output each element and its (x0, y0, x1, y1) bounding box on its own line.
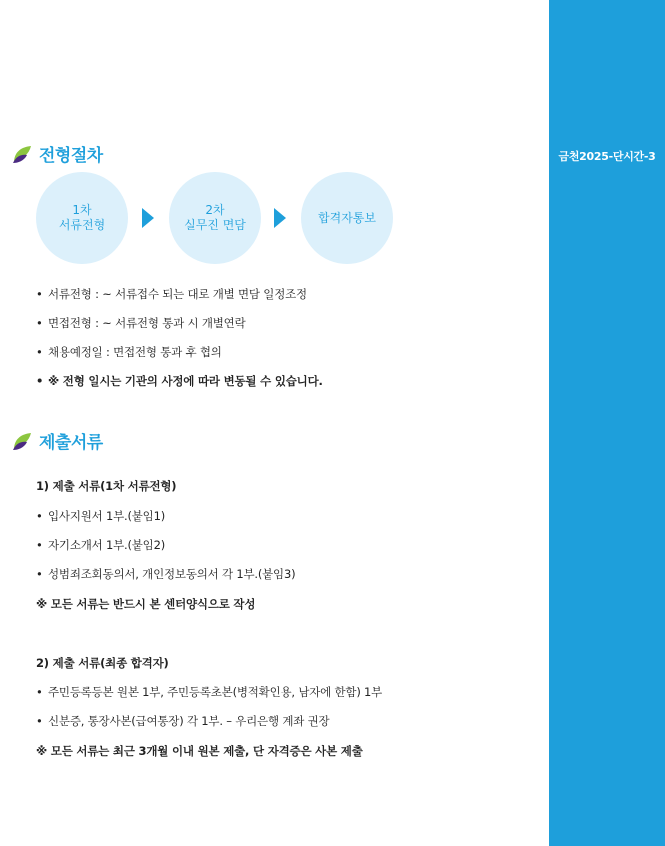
note-text: ※ 모든 서류는 최근 3개월 이내 원본 제출, 단 자격증은 사본 제출 (36, 744, 363, 758)
list-item: • ※ 전형 일시는 기관의 사정에 따라 변동될 수 있습니다. (36, 373, 323, 402)
procedure-list (36, 286, 323, 402)
list-item: • 면접전형 : ~ 서류전형 통과 시 개별연락 (36, 315, 323, 344)
subsection-heading: 1) 제출 서류(1차 서류전형) (36, 479, 177, 493)
right-sidebar-band (549, 0, 665, 846)
section-title: 제출서류 (39, 432, 103, 453)
step-label: 2차 (205, 203, 225, 217)
step-label: 합격자통보 (318, 210, 376, 225)
arrow-right-icon (142, 208, 154, 228)
list-item: • 채용예정일 : 면접전형 통과 후 협의 (36, 344, 323, 373)
list-item: • 서류전형 : ~ 서류접수 되는 대로 개별 면담 일정조정 (36, 286, 323, 315)
documents-list-1 (36, 508, 295, 595)
documents-list-2 (36, 684, 382, 742)
step-label: 1차 (72, 203, 92, 217)
list-item: • 주민등록등본 원본 1부, 주민등록초본(병적확인용, 남자에 한함) 1부 (36, 684, 382, 713)
process-steps (36, 172, 396, 266)
list-item: • 입사지원서 1부.(붙임1) (36, 508, 295, 537)
arrow-right-icon (274, 208, 286, 228)
step-circle-1 (36, 172, 128, 264)
leaf-icon (12, 429, 34, 451)
list-item: • 성범죄조회동의서, 개인정보동의서 각 1부.(붙임3) (36, 566, 295, 595)
section-header-procedure (12, 141, 103, 165)
leaf-icon (12, 142, 34, 164)
section-header-documents (12, 428, 103, 452)
note-text: ※ 모든 서류는 반드시 본 센터양식으로 작성 (36, 597, 256, 611)
step-label: 서류전형 (58, 218, 106, 232)
list-item: • 신분증, 통장사본(급여통장) 각 1부. – 우리은행 계좌 권장 (36, 713, 382, 742)
subsection-heading: 2) 제출 서류(최종 합격자) (36, 656, 169, 670)
step-circle-3 (301, 172, 393, 264)
section-title: 전형절차 (39, 145, 103, 166)
list-item: • 자기소개서 1부.(붙임2) (36, 537, 295, 566)
step-circle-2 (169, 172, 261, 264)
document-code: 금천2025-단시간-3 (558, 150, 656, 163)
step-label: 실무진 면담 (184, 218, 246, 232)
